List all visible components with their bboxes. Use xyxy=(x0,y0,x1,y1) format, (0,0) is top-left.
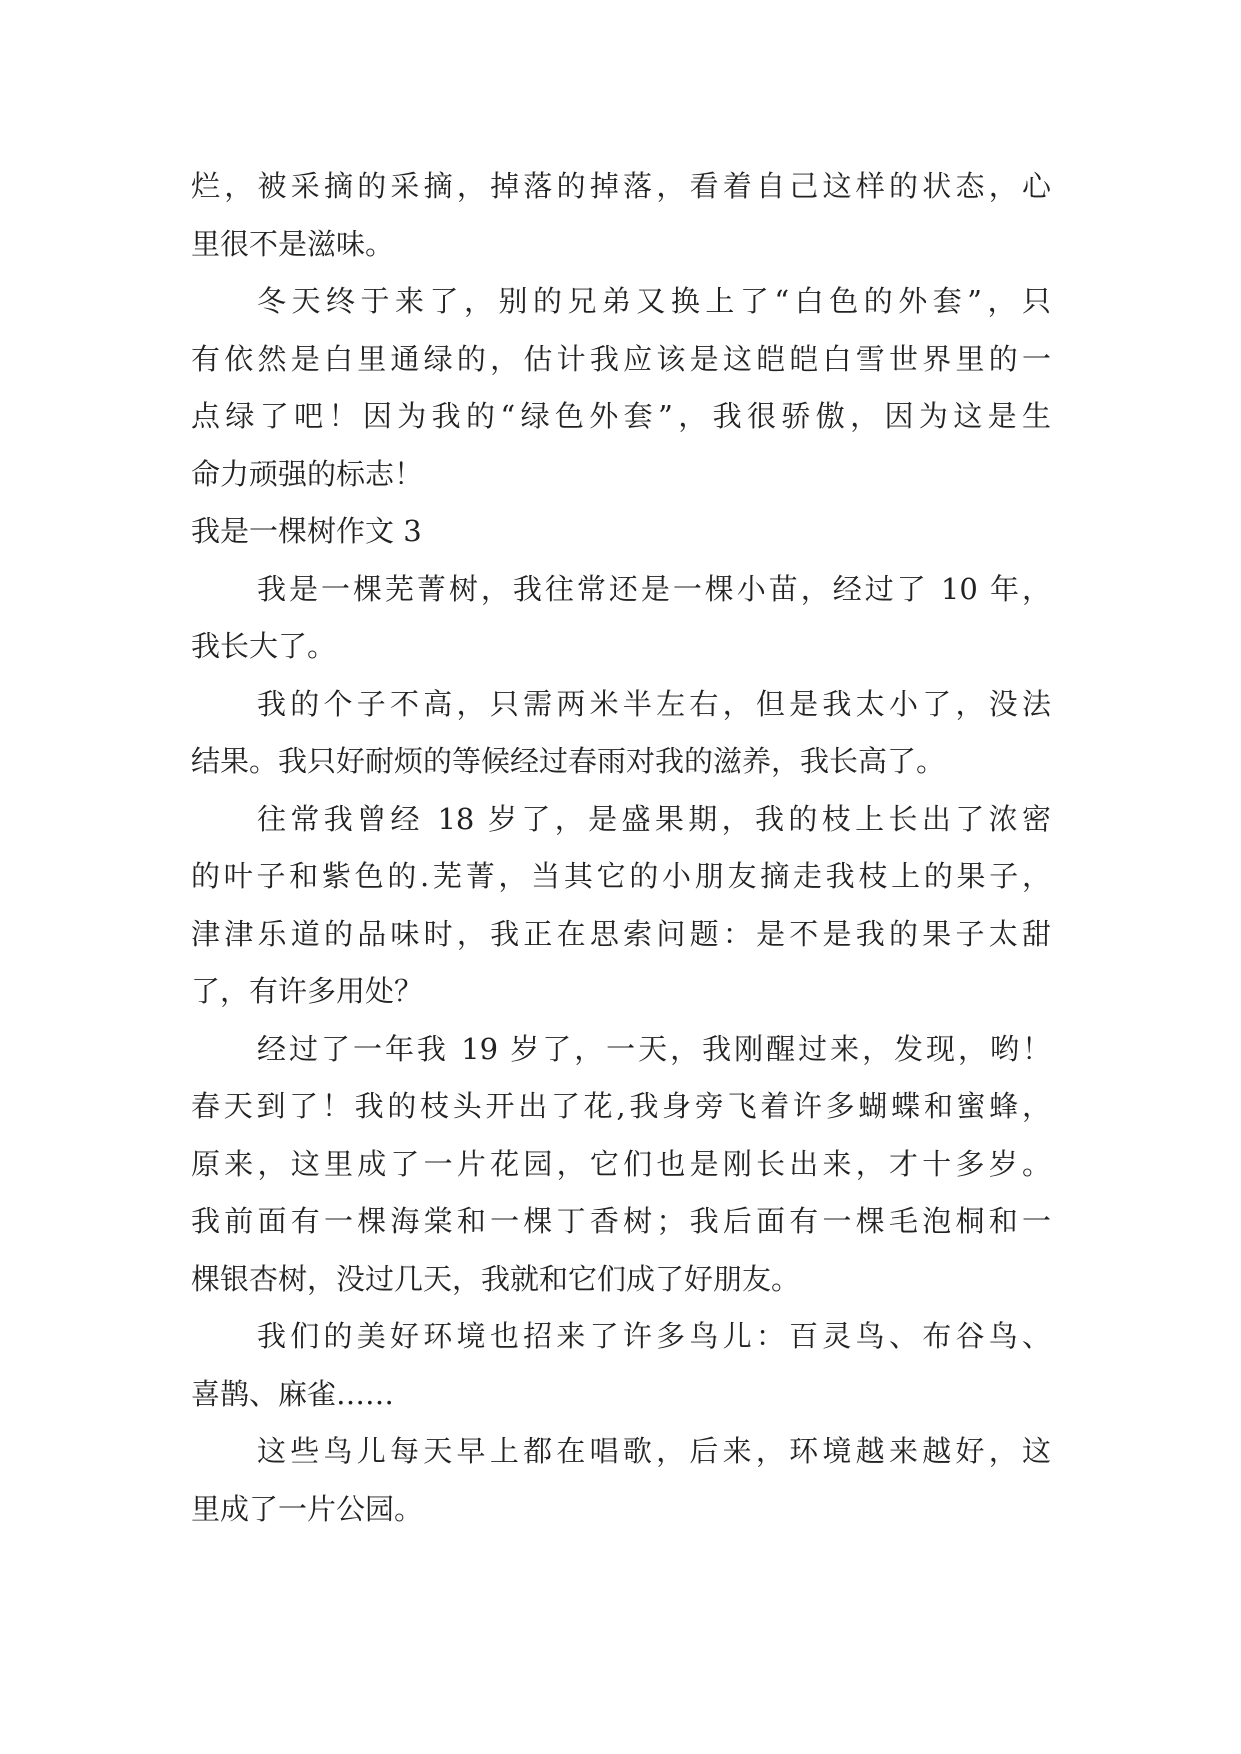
paragraph xyxy=(191,561,1051,676)
text-line: 喜鹊、麻雀…… xyxy=(191,1376,395,1411)
text-line: 有依然是白里通绿的，估计我应该是这皑皑白雪世界里的一 xyxy=(191,341,1051,376)
text-line: 里很不是滋味。 xyxy=(191,226,395,261)
text-line: 经过了一年我 19 岁了，一天，我刚醒过来，发现，哟！ xyxy=(257,1031,1051,1066)
text-line: 里成了一片公园。 xyxy=(191,1491,424,1526)
document-body xyxy=(191,158,1051,1538)
text-line: 棵银杏树，没过几天，我就和它们成了好朋友。 xyxy=(191,1261,801,1296)
text-line: 春天到了！我的枝头开出了花,我身旁飞着许多蝴蝶和蜜蜂， xyxy=(191,1089,1051,1123)
paragraph xyxy=(191,791,1051,1021)
text-line: 往常我曾经 18 岁了，是盛果期，我的枝上长出了浓密 xyxy=(257,801,1051,836)
text-line: 原来，这里成了一片花园，它们也是刚长出来，才十多岁。 xyxy=(191,1146,1051,1181)
text-line: 的叶子和紫色的.芜菁，当其它的小朋友摘走我枝上的果子， xyxy=(191,859,1051,893)
text-line: 我是一棵芜菁树，我往常还是一棵小苗，经过了 10 年， xyxy=(257,571,1051,606)
text-line: 命力顽强的标志！ xyxy=(191,456,424,491)
text-line: 津津乐道的品味时，我正在思索问题：是不是我的果子太甜 xyxy=(191,916,1051,951)
text-line: 点绿了吧！因为我的“绿色外套”，我很骄傲，因为这是生 xyxy=(191,399,1051,433)
text-line: 我长大了。 xyxy=(191,629,337,663)
text-line: 冬天终于来了，别的兄弟又换上了“白色的外套”，只 xyxy=(257,284,1051,318)
text-line: 我们的美好环境也招来了许多鸟儿：百灵鸟、布谷鸟、 xyxy=(257,1319,1051,1353)
section-heading xyxy=(191,503,1051,561)
paragraph xyxy=(191,273,1051,503)
paragraph xyxy=(191,1308,1051,1423)
paragraph xyxy=(191,1021,1051,1309)
text-line: 我的个子不高，只需两米半左右，但是我太小了，没法 xyxy=(257,686,1051,721)
paragraph xyxy=(191,1423,1051,1538)
text-line: 这些鸟儿每天早上都在唱歌，后来，环境越来越好，这 xyxy=(257,1434,1051,1468)
paragraph xyxy=(191,158,1051,273)
heading-text: 我是一棵树作文 3 xyxy=(191,514,422,548)
text-line: 烂，被采摘的采摘，掉落的掉落，看着自己这样的状态，心 xyxy=(191,169,1051,203)
text-line: 了，有许多用处？ xyxy=(191,974,424,1008)
text-line: 我前面有一棵海棠和一棵丁香树；我后面有一棵毛泡桐和一 xyxy=(191,1204,1051,1238)
text-line: 结果。我只好耐烦的等候经过春雨对我的滋养，我长高了。 xyxy=(191,744,946,778)
paragraph xyxy=(191,676,1051,791)
